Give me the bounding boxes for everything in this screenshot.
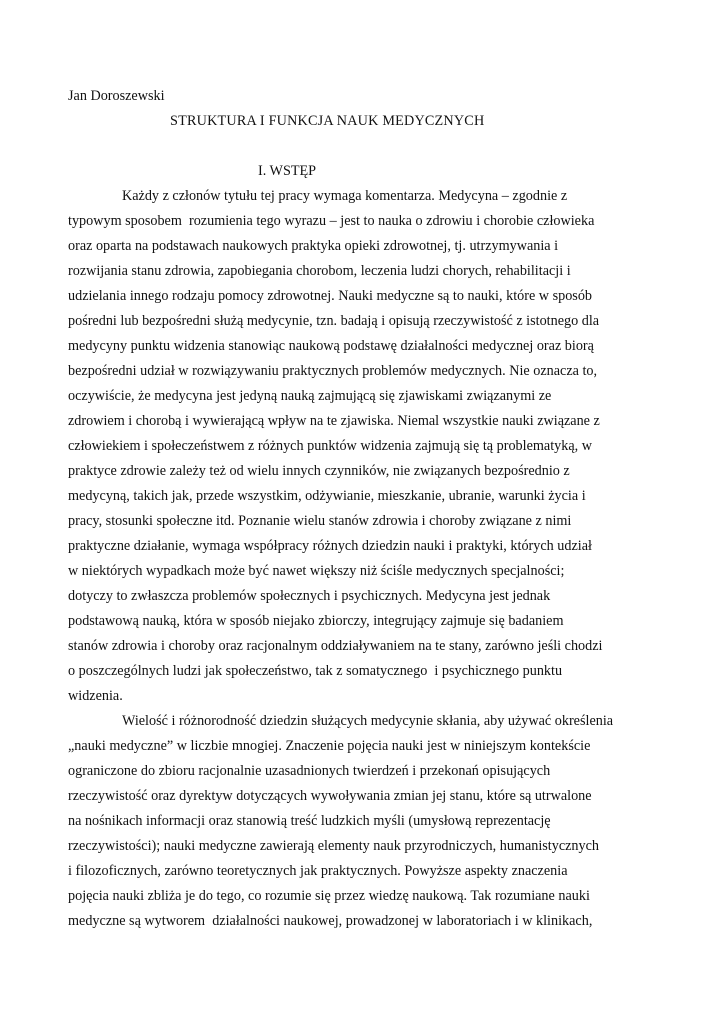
document-body xyxy=(68,184,658,934)
text-line: oczywiście, że medycyna jest jedyną nauką zajmującą się zjawiskami związanymi ze xyxy=(68,388,552,404)
text-line: Każdy z członów tytułu tej pracy wymaga komentarza. Medycyna – zgodnie z xyxy=(122,188,568,204)
text-line: Wielość i różnorodność dziedzin służących medycynie skłania, aby używać określenia xyxy=(122,713,614,729)
text-line: udzielania innego rodzaju pomocy zdrowotnej. Nauki medyczne są to nauki, które w sposób xyxy=(68,288,593,304)
text-line: podstawową nauką, która w sposób niejako zbiorczy, integrujący zajmuje się badaniem xyxy=(68,613,564,629)
text-line: na nośnikach informacji oraz stanowią treść ludzkich myśli (umysłową reprezentację xyxy=(68,813,551,829)
text-line: ograniczone do zbioru racjonalnie uzasadnionych twierdzeń i przekonań opisujących xyxy=(68,763,551,779)
text-line: pojęcia nauki zbliża je do tego, co rozumie się przez wiedzę naukową. Tak rozumiane nauki xyxy=(68,888,590,904)
text-line: praktyce zdrowie zależy też od wielu innych czynników, nie związanych bezpośrednio z xyxy=(68,463,570,479)
text-line: rzeczywistości); nauki medyczne zawierają elementy nauk przyrodniczych, humanistycznych xyxy=(68,838,600,854)
text-line: pracy, stosunki społeczne itd. Poznanie wielu stanów zdrowia i choroby związane z nimi xyxy=(68,513,572,529)
text-line: zdrowiem i chorobą i wywierającą wpływ na te zjawiska. Niemal wszystkie nauki związane z xyxy=(68,413,600,429)
text-line: bezpośredni udział w rozwiązywaniu praktycznych problemów medycznych. Nie oznacza to, xyxy=(68,363,598,379)
text-line: człowiekiem i społeczeństwem z różnych punktów widzenia zajmują się tą problematyką, w xyxy=(68,438,592,454)
text-line: medycyny punktu widzenia stanowiąc naukową podstawę działalności medycznej oraz biorą xyxy=(68,338,594,354)
text-line: pośredni lub bezpośredni służą medycynie, tzn. badają i opisują rzeczywistość z istotnego dla xyxy=(68,313,600,329)
text-line: w niektórych wypadkach może być nawet większy niż ściśle medycznych specjalności; xyxy=(68,563,565,579)
blank-line xyxy=(68,134,658,159)
text-line: typowym sposobem rozumienia tego wyrazu – jest to nauka o zdrowiu i chorobie człowieka xyxy=(68,213,595,229)
text-line: praktyczne działanie, wymaga współpracy różnych dziedzin nauki i praktyki, których udział xyxy=(68,538,592,554)
paragraph xyxy=(68,709,658,934)
text-line: rozwijania stanu zdrowia, zapobiegania chorobom, leczenia ludzi chorych, rehabilitacji i xyxy=(68,263,571,279)
text-line: medyczne są wytworem działalności naukowej, prowadzonej w laboratoriach i w klinikach, xyxy=(68,913,593,929)
text-line: medycyną, takich jak, przede wszystkim, odżywianie, mieszkanie, ubranie, warunki życia i xyxy=(68,488,586,504)
document-title: STRUKTURA I FUNKCJA NAUK MEDYCZNYCH xyxy=(170,113,485,129)
paragraph xyxy=(68,184,658,709)
section-heading: I. WSTĘP xyxy=(258,163,317,179)
text-line: o poszczególnych ludzi jak społeczeństwo, tak z somatycznego i psychicznego punktu xyxy=(68,663,563,679)
text-line: „nauki medyczne” w liczbie mnogiej. Znaczenie pojęcia nauki jest w niniejszym kontekście xyxy=(68,738,591,754)
text-line: rzeczywistość oraz dyrektyw dotyczących wywoływania zmian jej stanu, które są utrwalone xyxy=(68,788,592,804)
text-line: oraz oparta na podstawach naukowych praktyka opieki zdrowotnej, tj. utrzymywania i xyxy=(68,238,559,254)
author-line: Jan Doroszewski xyxy=(68,88,165,104)
text-line: stanów zdrowia i choroby oraz racjonalnym oddziaływaniem na te stany, zarówno jeśli chodzi xyxy=(68,638,603,654)
text-line: widzenia. xyxy=(68,688,123,704)
text-line: dotyczy to zwłaszcza problemów społecznych i psychicznych. Medycyna jest jednak xyxy=(68,588,551,604)
text-line: i filozoficznych, zarówno teoretycznych jak praktycznych. Powyższe aspekty znaczenia xyxy=(68,863,568,879)
